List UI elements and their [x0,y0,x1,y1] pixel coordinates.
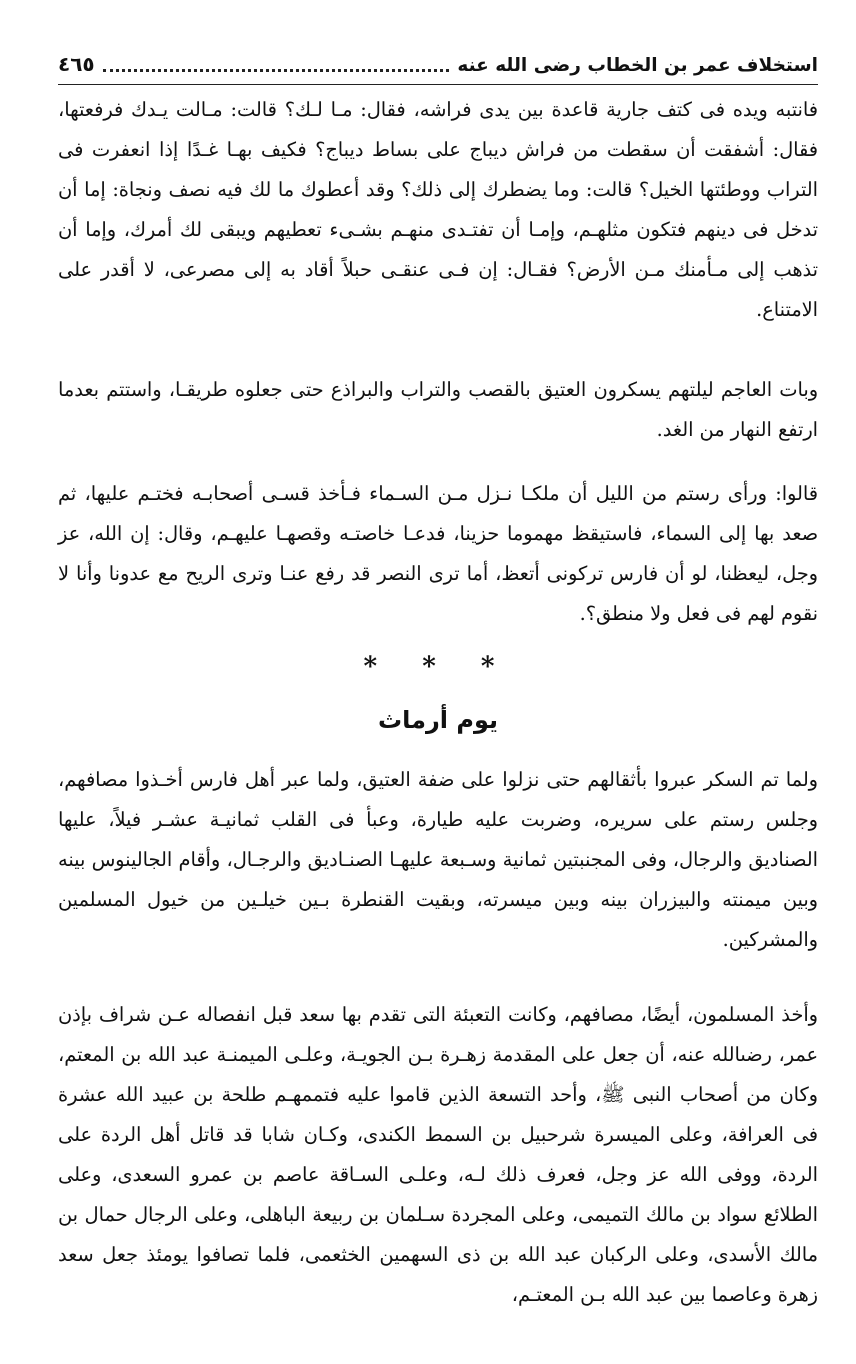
paragraph-1: فانتبه ويده فى كتف جارية قاعدة بين يدى فراشه، فقال: مـا لـك؟ قالت: مـالت يـدك فرفعتها، فقال: أشفقت أن سقطت من فراش ديباج على بساط ديباج؟ فكيف بهـا غـدًا إذا انعفرت فى التراب ووطئتها الخيل؟ قالت: وما يضطرك إلى ذلك؟ وقد أعطوك ما لك فيه نصف ونجاة: إما أن تدخل فى دينهم فتكون مثلهـم، وإمـا أن تفتـدى منهـم بشـىء تعطيهم ويبقى لك أمرك، وإما أن تذهب إلى مـأمنك مـن الأرض؟ فقـال: إن فـى عنقـى حبلاً أقاد به إلى مصرعى، لا أقدر على الامتناع. [58,98,818,321]
page-number: ٤٦٥ [58,52,95,76]
leader-dots [103,69,450,72]
paragraph-5: وأخذ المسلمون، أيضًا، مصافهم، وكانت التعبئة التى تقدم بها سعد قبل انفصاله عـن شراف بإذن عمر، رضىالله عنه، أن جعل على المقدمة زهـرة بـن الجويـة، وعلـى الميمنـة عبد الله بن المعتم، وكان من أصحاب النبى ﷺ، وأحد التسعة الذين قاموا عليه فتممهـم طلحة بن عبيد الله عشرة فى العرافة، وعلى الميسرة شرحبيل بن السمط الكندى، وكـان شابا قد قاتل أهل الردة على الردة، ووفى الله عز وجل، فعرف ذلك لـه، وعلـى السـاقة عاصم بن عمرو السعدى، وعلى الطلائع سواد بن مالك التميمى، وعلى المجردة سـلمان بن ربيعة الباهلى، وعلى الرجال حمال بن مالك الأسدى، وعلى الركبان عبد الله بن ذى السهمين الخثعمى، فلما تصافوا يومئذ جعل سعد زهرة وعاصما بين عبد الله بـن المعتـم، [58,1003,818,1306]
section-separator: * * * [363,652,513,682]
paragraph-2: وبات العاجم ليلتهم يسكرون العتيق بالقصب والتراب والبراذع حتى جعلوه طريقـا، واستتم بعدما ارتفع النهار من الغد. [58,378,818,441]
paragraph-3: قالوا: ورأى رستم من الليل أن ملكـا نـزل مـن السـماء فـأخذ قسـى أصحابـه فختـم عليها، ثم صعد بها إلى السماء، فاستيقظ مهموما حزينا، فدعـا خاصتـه وقصهـا عليهـم، وقال: إن الله، عز وجل، ليعظنا، لو أن فارس تركونى أتعظ، أما ترى النصر قد رفع عنـا وترى الريح مع عدونا وأنا لا نقوم لهم فى فعل ولا منطق؟. [58,482,818,625]
chapter-title: استخلاف عمر بن الخطاب رضى الله عنه [457,55,818,76]
section-heading: يوم أرماث [377,706,499,734]
paragraph-4: ولما تم السكر عبروا بأثقالهم حتى نزلوا على ضفة العتيق، ولما عبر أهل فارس أخـذوا مصافهم، وجلس رستم على سريره، وضربت عليه طيارة، وعبأ فى القلب ثمانيـة عشـر فيلاً، عليها الصناديق والرجال، وفى المجنبتين ثمانية وسـبعة عليهـا الصنـاديق والرجـال، وأقام الجالينوس بينه وبين ميمنته والبيزران بينه وبين ميسرته، وبقيت القنطرة بـين خيلـين من خيول المسلمين والمشركين. [58,768,818,951]
running-header [58,44,818,85]
